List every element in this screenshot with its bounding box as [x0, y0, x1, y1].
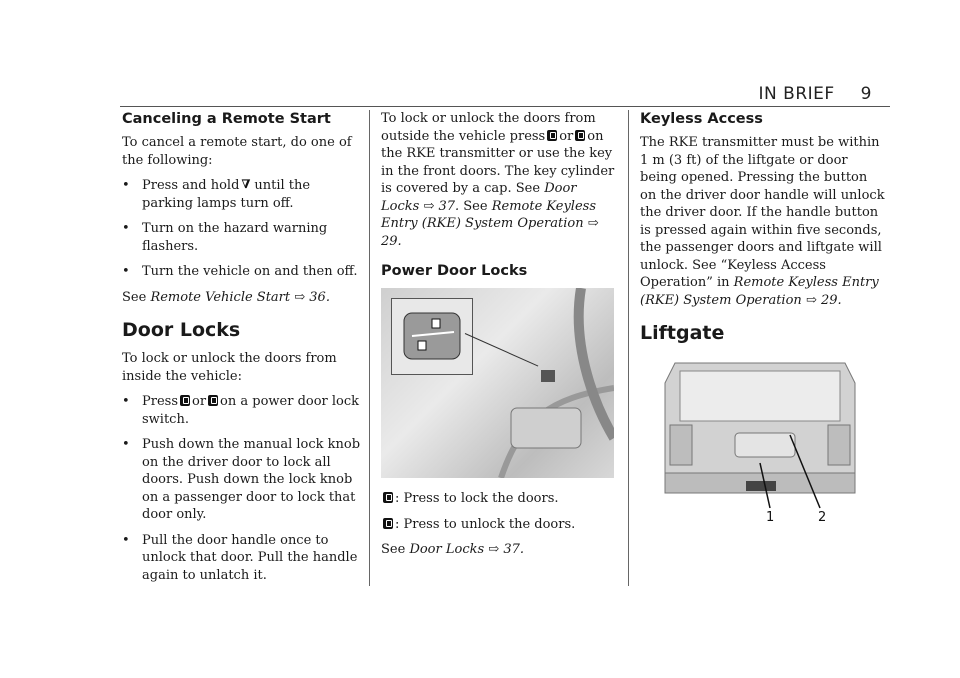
liftgate-illustration: [650, 353, 870, 525]
lock-icon: [547, 130, 557, 141]
header-rule: [120, 106, 890, 107]
list-item: • Turn the vehicle on and then off.: [122, 264, 358, 279]
heading-keyless-access: Keyless Access: [640, 111, 763, 127]
unlock-icon: [208, 395, 218, 406]
lock-icon: [180, 395, 190, 406]
column-2: [381, 110, 617, 567]
callout-1: 1: [766, 510, 775, 525]
section-title: IN BRIEF: [758, 84, 835, 104]
heading-power-door-locks: Power Door Locks: [381, 263, 528, 279]
link-door-locks[interactable]: Door Locks ⇨ 37.: [381, 181, 577, 214]
callout-2: 2: [818, 510, 827, 525]
heading-door-locks: Door Locks: [122, 319, 241, 341]
link-door-locks[interactable]: Door Locks ⇨ 37.: [409, 542, 524, 557]
page-number: 9: [860, 84, 872, 104]
lock-caption: : Press to lock the doors.: [381, 490, 617, 508]
link-remote-vehicle-start[interactable]: Remote Vehicle Start ⇨ 36.: [150, 289, 330, 305]
heading-canceling-remote-start: Canceling a Remote Start: [122, 111, 331, 127]
power-door-lock-illustration: [381, 288, 614, 478]
lock-icon: [383, 492, 393, 503]
column-divider-1: [369, 110, 370, 586]
list-item: • Turn on the hazard warning flashers.: [122, 221, 328, 254]
unlock-caption: : Press to unlock the doors.: [381, 516, 617, 534]
unlock-icon: [575, 130, 585, 141]
remote-intro: To cancel a remote start, do one of the following:: [122, 135, 352, 168]
remote-start-icon: [241, 179, 252, 190]
see-reference: See Remote Vehicle Start ⇨ 36.: [122, 289, 330, 305]
column-divider-2: [628, 110, 629, 586]
outside-lock-text: To lock or unlock the doors from outside the vehicle press or on the RKE transmitter or use the key in the front doors. The key cylinder is covered by a cap. See Door Locks ⇨ 37. See Remote Keyless Entry (RKE) System Operation ⇨ 29.: [381, 111, 615, 249]
see-reference: See Door Locks ⇨ 37.: [381, 542, 524, 557]
door-intro: To lock or unlock the doors from inside the vehicle:: [122, 351, 337, 384]
link-rke-operation[interactable]: Remote Keyless Entry (RKE) System Operation ⇨ 29.: [640, 275, 879, 308]
list-item: • Press and hold∇ until the parking lamps turn off.: [122, 177, 362, 212]
column-3: [640, 110, 886, 525]
link-rke-operation[interactable]: Remote Keyless Entry (RKE) System Operation ⇨ 29.: [381, 198, 599, 249]
unlock-icon: [383, 518, 393, 529]
list-item: • Pull the door handle once to unlock that door. Pull the handle again to unlatch it.: [122, 532, 358, 583]
column-1: [122, 110, 362, 592]
list-item: • Push down the manual lock knob on the driver door to lock all doors. Push down the lock knob on a passenger door to lock that door only.: [122, 437, 361, 522]
running-header: [759, 84, 872, 104]
keyless-text: The RKE transmitter must be within 1 m (3 ft) of the liftgate or door being opened. Pressing the button on the driver door handle will unlock the driver door. If the handle button is pressed again within five seconds, the passenger doors and liftgate will unlock. See “Keyless Access Operation” in Remote Keyless Entry (RKE) System Operation ⇨ 29.: [640, 135, 885, 308]
list-item: • Press or on a power door lock switch.: [122, 394, 360, 427]
heading-liftgate: Liftgate: [640, 322, 725, 344]
